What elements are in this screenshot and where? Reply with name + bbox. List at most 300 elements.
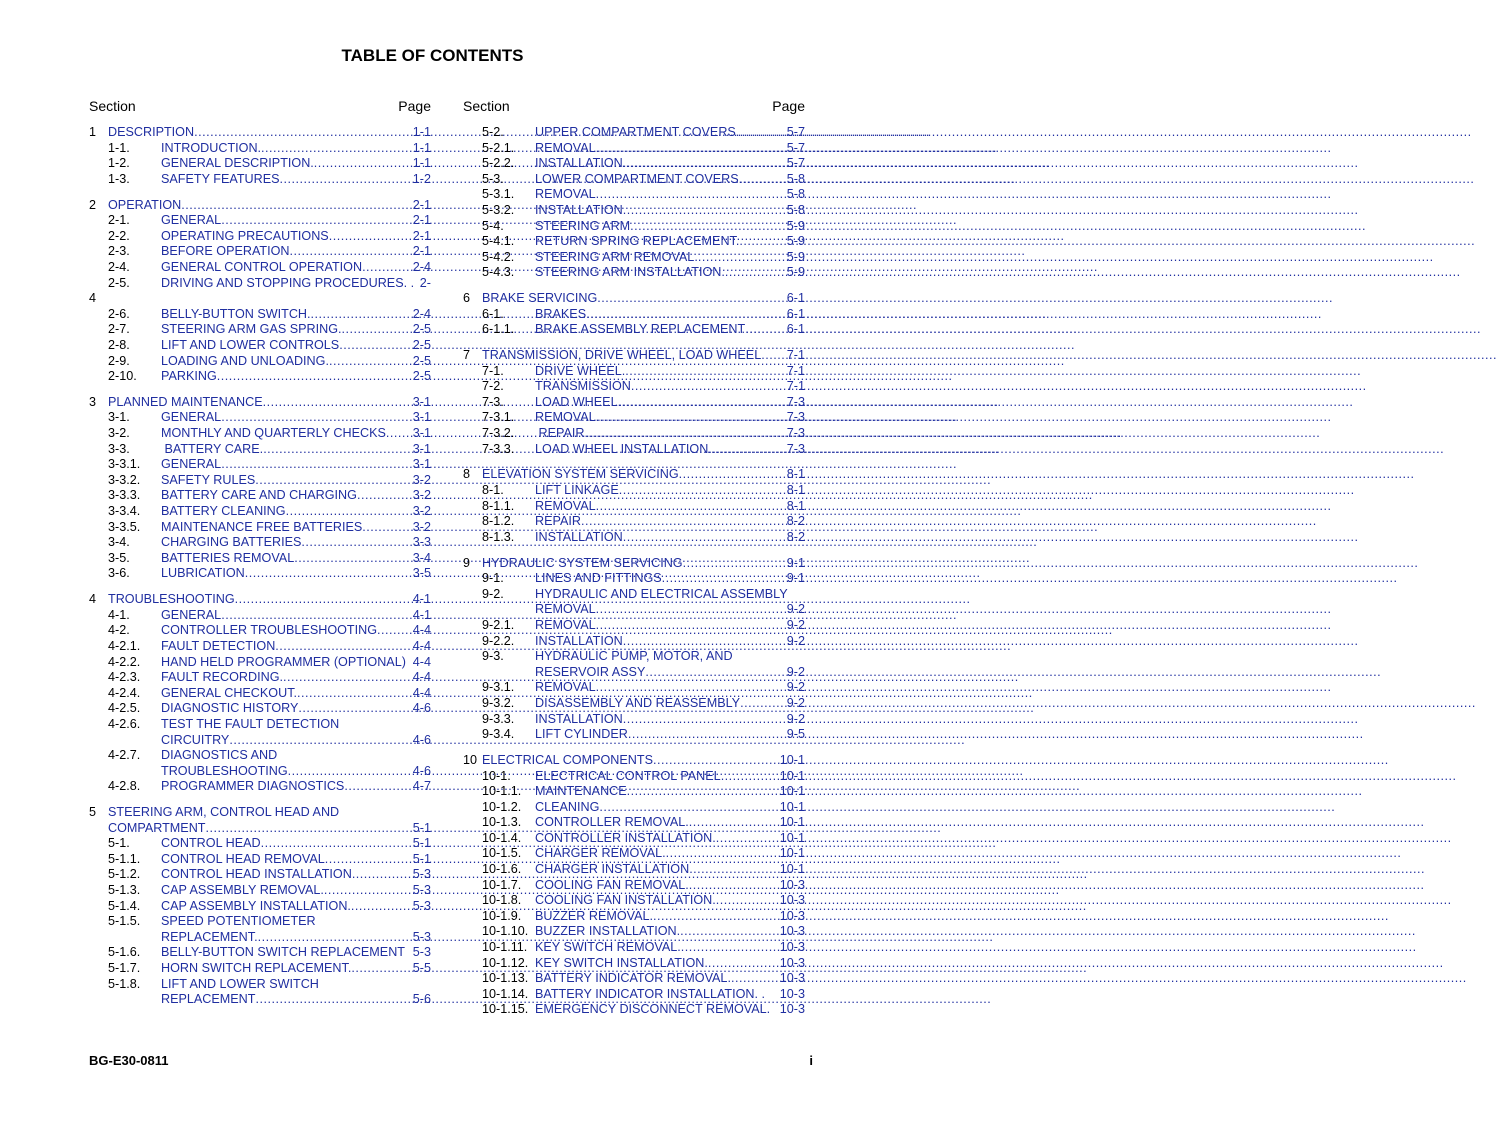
entry-number: 5-1. — [108, 836, 130, 851]
entry-title: CLEANING — [535, 799, 600, 814]
entry-page: 3-1 — [412, 394, 431, 409]
entry-title: TRANSMISSION — [535, 379, 631, 394]
page-heading: Page — [772, 98, 805, 114]
entry-title: ELEVATION SYSTEM SERVICING — [482, 467, 679, 482]
toc-entry[interactable] — [463, 234, 805, 250]
toc-entry[interactable] — [463, 602, 805, 618]
toc-entry[interactable] — [89, 244, 431, 260]
entry-page: 4-6 — [412, 732, 431, 747]
entry-title: BELLY-BUTTON SWITCH. — [161, 306, 311, 321]
dot-leader — [619, 483, 787, 499]
entry-page: 2-5 — [412, 337, 431, 352]
toc-section-entry[interactable] — [89, 821, 431, 837]
entry-title: MAINTENANCE FREE BATTERIES — [161, 519, 363, 534]
toc-entry[interactable] — [463, 862, 805, 878]
entry-number: 7-1. — [482, 363, 504, 378]
entry-page: 2-5 — [412, 322, 431, 337]
entry-number: 3-4. — [108, 535, 130, 550]
dot-leader — [716, 831, 780, 847]
entry-title: REMOVAL — [535, 498, 596, 513]
entry-title: GENERAL — [161, 607, 222, 622]
toc-entry[interactable] — [89, 354, 431, 370]
toc-entry[interactable] — [463, 499, 805, 515]
dot-leader — [581, 514, 787, 530]
toc-section-entry[interactable] — [463, 291, 805, 307]
entry-page: 5-3 — [412, 898, 431, 913]
toc-entry[interactable] — [89, 426, 431, 442]
toc-entry[interactable] — [89, 276, 431, 292]
entry-number: 5-4.3. — [482, 265, 515, 280]
entry-page: 9-2 — [786, 711, 805, 726]
entry-number: 5-1.6. — [108, 945, 141, 960]
toc-entry[interactable] — [89, 961, 431, 977]
toc-entry[interactable] — [463, 727, 805, 743]
toc-section-entry[interactable] — [463, 348, 805, 364]
dot-leader — [596, 602, 787, 618]
entry-title: TRANSMISSION, DRIVE WHEEL, LOAD WHEEL — [482, 348, 762, 363]
entry-number: 5-4. — [482, 218, 504, 233]
entry-page: 9-2 — [786, 617, 805, 632]
toc-entry[interactable] — [89, 764, 431, 780]
entry-page: 4-4 — [412, 654, 431, 669]
entry-title: CAP ASSEMBLY INSTALLATION. — [161, 898, 351, 913]
toc-entry[interactable] — [89, 229, 431, 245]
entry-title: REPLACEMENT — [161, 992, 256, 1007]
toc-entry[interactable] — [463, 696, 805, 712]
toc-entry[interactable] — [463, 364, 805, 380]
entry-page: 1-1 — [412, 156, 431, 171]
entry-page: 10-3 — [779, 955, 805, 970]
dot-leader — [662, 571, 787, 587]
entry-title: INSTALLATION — [535, 156, 623, 171]
entry-page: 10-1 — [779, 768, 805, 783]
entry-number: 4-2.6. — [108, 716, 141, 731]
entry-number: 7 — [463, 348, 471, 363]
dot-leader — [740, 696, 787, 712]
entry-title: LOWER COMPARTMENT COVERS — [535, 171, 739, 186]
toc-entry[interactable] — [463, 712, 805, 728]
entry-title: BATTERY INDICATOR REMOVAL. — [535, 971, 731, 986]
toc-entry[interactable] — [463, 571, 805, 587]
toc-entry[interactable] — [463, 125, 805, 141]
entry-page: 3-2 — [412, 504, 431, 519]
toc-entry[interactable] — [463, 769, 805, 785]
entry-title: OPERATION — [108, 197, 182, 212]
entry-page: 7-3 — [786, 426, 805, 441]
entry-number: 1-1. — [108, 140, 130, 155]
toc-entry[interactable] — [89, 670, 431, 686]
entry-title: INSTALLATION — [535, 529, 623, 544]
entry-page: 6-1 — [786, 291, 805, 306]
entry-page: 5-9 — [786, 234, 805, 249]
toc-entry[interactable] — [89, 172, 431, 188]
dot-leader — [739, 234, 786, 250]
entry-page: 4-1 — [412, 607, 431, 622]
toc-entry[interactable] — [463, 987, 805, 1003]
dot-leader — [721, 769, 780, 785]
toc-entry[interactable] — [89, 733, 431, 749]
toc-entry[interactable] — [463, 426, 805, 442]
entry-number: 10-1.11. — [482, 940, 528, 955]
entry-number: 9-2.2. — [482, 633, 515, 648]
dot-leader — [290, 244, 413, 260]
entry-number: 2-3. — [108, 244, 130, 259]
toc-entry[interactable] — [89, 686, 431, 702]
toc-entry[interactable] — [89, 213, 431, 229]
entry-number: 1-2. — [108, 156, 130, 171]
section-heading: Section — [89, 98, 136, 114]
toc-entry[interactable] — [463, 1002, 805, 1018]
toc-entry[interactable] — [463, 514, 805, 530]
entry-number: 10-1.1. — [482, 784, 522, 799]
entry-title: ELECTRICAL CONTROL PANEL — [535, 768, 721, 783]
toc-entry[interactable] — [89, 457, 431, 473]
entry-title: CONTROLLER TROUBLESHOOTING — [161, 623, 377, 638]
dot-leader — [623, 156, 787, 172]
toc-entry[interactable] — [463, 831, 805, 847]
entry-page: 2-1 — [412, 228, 431, 243]
dot-leader — [761, 348, 787, 364]
entry-number: 2-5. — [108, 275, 130, 290]
toc-entry[interactable] — [89, 141, 431, 157]
dot-leader — [596, 499, 787, 515]
entry-number: 3-5. — [108, 550, 130, 565]
toc-entry[interactable] — [463, 410, 805, 426]
entry-number: 6-1. — [482, 306, 504, 321]
entry-title: REMOVAL — [535, 602, 596, 617]
toc-entry[interactable] — [463, 265, 805, 281]
toc-entry[interactable] — [89, 623, 431, 639]
entry-page: 3-4 — [412, 550, 431, 565]
entry-title: STEERING ARM REMOVAL. — [535, 249, 698, 264]
entry-page: 3-5 — [412, 566, 431, 581]
entry-title: LOAD WHEEL INSTALLATION — [535, 441, 709, 456]
entry-number: 7-3.1. — [482, 410, 515, 425]
entry-title: GENERAL CHECKOUT. — [161, 685, 297, 700]
toc-entry[interactable] — [463, 618, 805, 634]
dot-leader — [666, 846, 780, 862]
toc-entry[interactable] — [89, 504, 431, 520]
entry-title: GENERAL CONTROL OPERATION — [161, 259, 363, 274]
toc-entry[interactable] — [89, 442, 431, 458]
entry-title: LIFT CYLINDER — [535, 727, 628, 742]
dot-leader — [708, 956, 780, 972]
entry-page: 7-3 — [786, 441, 805, 456]
entry-title: HYDRAULIC PUMP, MOTOR, AND — [535, 649, 733, 664]
dot-leader — [731, 971, 780, 987]
section-gap — [463, 338, 805, 348]
entry-page: 7-3 — [786, 394, 805, 409]
toc-section-entry[interactable] — [89, 198, 431, 214]
dot-leader — [217, 369, 413, 385]
toc-entry[interactable] — [463, 530, 805, 546]
entry-page: 10-1 — [779, 799, 805, 814]
toc-column-right — [463, 96, 805, 1018]
entry-number: 5-1.2. — [108, 867, 141, 882]
entry-page: 9-1 — [786, 571, 805, 586]
toc-entry[interactable] — [89, 899, 431, 915]
toc-entry[interactable] — [89, 992, 431, 1008]
section-gap — [89, 385, 431, 395]
entry-number: 8-1.1. — [482, 498, 515, 513]
toc-entry[interactable] — [89, 977, 431, 993]
entry-number: 4 — [89, 592, 97, 607]
entry-page: 10-3 — [779, 893, 805, 908]
entry-number: 10-1.10. — [482, 924, 529, 939]
toc-entry[interactable] — [89, 852, 431, 868]
entry-title: BRAKE ASSEMBLY REPLACEMENT — [535, 322, 746, 337]
entry-number: 10-1.2. — [482, 799, 522, 814]
toc-entry[interactable] — [89, 655, 431, 671]
toc-entry[interactable] — [89, 488, 431, 504]
toc-section-entry[interactable] — [89, 395, 431, 411]
entry-number: 8 — [463, 467, 471, 482]
section-gap — [89, 187, 431, 197]
document-id: BG-E30-0811 — [89, 1053, 169, 1068]
entry-number: 9 — [463, 555, 471, 570]
toc-entry[interactable] — [463, 379, 805, 395]
toc-entry[interactable] — [89, 639, 431, 655]
dot-leader — [229, 733, 412, 749]
entry-page: 5-3 — [412, 867, 431, 882]
entry-page: 3-1 — [412, 441, 431, 456]
entry-number: 4-2.7. — [108, 748, 141, 763]
toc-entry[interactable] — [89, 410, 431, 426]
entry-title: UPPER COMPARTMENT COVERS — [535, 125, 736, 139]
toc-entry[interactable] — [463, 924, 805, 940]
toc-entry[interactable] — [463, 483, 805, 499]
entry-number: 4-2.8. — [108, 779, 141, 794]
toc-entry[interactable] — [463, 800, 805, 816]
entry-title: TEST THE FAULT DETECTION — [161, 716, 340, 731]
dot-leader — [689, 862, 780, 878]
toc-entry[interactable] — [463, 649, 805, 665]
toc-entry[interactable] — [89, 883, 431, 899]
toc-entry[interactable] — [89, 551, 431, 567]
toc-entry[interactable] — [89, 717, 431, 733]
toc-entry[interactable] — [463, 940, 805, 956]
entry-page: 2- — [419, 275, 431, 290]
toc-entry[interactable] — [463, 784, 805, 800]
toc-entry[interactable] — [463, 878, 805, 894]
toc-entry[interactable] — [463, 634, 805, 650]
entry-number: 4 — [89, 291, 97, 306]
entry-title: MONTHLY AND QUARTERLY CHECKS — [161, 426, 386, 441]
entry-title: LINES AND FITTINGS — [535, 571, 662, 586]
entry-page: 6-1 — [786, 322, 805, 337]
dot-leader — [739, 172, 787, 188]
toc-entry[interactable] — [89, 608, 431, 624]
entry-title: CONTROL HEAD INSTALLATION — [161, 867, 352, 882]
entry-title: HYDRAULIC SYSTEM SERVICING — [482, 555, 683, 570]
dot-leader — [294, 551, 413, 567]
dot-leader — [653, 753, 780, 769]
toc-section-entry[interactable] — [463, 753, 805, 769]
entry-page: 5-9 — [786, 265, 805, 280]
toc-entry[interactable] — [463, 203, 805, 219]
dot-leader — [680, 924, 780, 940]
toc-entry[interactable] — [89, 566, 431, 582]
entry-page: 8-1 — [786, 498, 805, 513]
entry-title: STEERING ARM INSTALLATION. — [535, 265, 725, 280]
page-heading: Page — [398, 98, 431, 114]
entry-title: LIFT LINKAGE — [535, 483, 619, 498]
entry-number: 5-1.8. — [108, 976, 141, 991]
entry-title: BATTERY INDICATOR INSTALLATION. . — [535, 986, 765, 1001]
entry-page: 2-5 — [412, 353, 431, 368]
dot-leader — [342, 322, 413, 338]
entry-title: STEERING ARM — [535, 218, 631, 233]
entry-number: 5-2.2. — [482, 156, 515, 171]
section-gap — [463, 457, 805, 467]
dot-leader — [351, 961, 412, 977]
entry-title: BATTERY CLEANING — [161, 504, 286, 519]
toc-entry[interactable] — [89, 930, 431, 946]
entry-number: 3-3.4. — [108, 504, 141, 519]
toc-entry[interactable] — [463, 956, 805, 972]
toc-entry[interactable] — [89, 322, 431, 338]
entry-number: 10-1.14. — [482, 986, 529, 1001]
entry-title: REMOVAL — [535, 617, 596, 632]
toc-continuation[interactable] — [89, 291, 431, 307]
dot-leader — [362, 520, 413, 536]
toc-entry[interactable] — [463, 250, 805, 266]
toc-entry[interactable] — [463, 971, 805, 987]
toc-entry[interactable] — [463, 322, 805, 338]
toc-section-entry[interactable] — [89, 125, 431, 141]
dot-leader — [263, 442, 413, 458]
toc-entry[interactable] — [89, 307, 431, 323]
entry-page: 2-1 — [412, 244, 431, 259]
toc-entry[interactable] — [463, 187, 805, 203]
entry-page: 10-3 — [779, 877, 805, 892]
toc-entry[interactable] — [463, 815, 805, 831]
entry-title: LUBRICATION — [161, 566, 245, 581]
dot-leader — [280, 172, 413, 188]
dot-leader — [596, 410, 787, 426]
toc-entry[interactable] — [463, 141, 805, 157]
entry-title: SAFETY FEATURES — [161, 171, 280, 186]
dot-leader — [339, 338, 413, 354]
entry-page: 10-1 — [779, 862, 805, 877]
entry-number: 10-1.9. — [482, 908, 522, 923]
toc-entry[interactable] — [463, 395, 805, 411]
toc-section-entry[interactable] — [89, 592, 431, 608]
toc-entry[interactable] — [463, 909, 805, 925]
toc-entry[interactable] — [463, 680, 805, 696]
entry-number: 3-3. — [108, 441, 130, 456]
entry-number: 8-1. — [482, 483, 504, 498]
toc-entry[interactable] — [89, 520, 431, 536]
entry-page: 5-8 — [786, 187, 805, 202]
entry-title: REPLACEMENT. — [161, 929, 258, 944]
dot-leader — [586, 307, 787, 323]
entry-title: BUZZER REMOVAL. — [535, 908, 654, 923]
entry-title: CHARGER INSTALLATION — [535, 862, 690, 877]
toc-entry[interactable] — [89, 779, 431, 795]
dot-leader — [261, 141, 413, 157]
toc-entry[interactable] — [463, 587, 805, 603]
toc-entry[interactable] — [463, 156, 805, 172]
toc-entry[interactable] — [89, 535, 431, 551]
toc-entry[interactable] — [463, 665, 805, 681]
entry-title: LIFT AND LOWER CONTROLS — [161, 337, 340, 352]
entry-title: PLANNED MAINTENANCE — [108, 394, 263, 409]
entry-title: DESCRIPTION — [108, 125, 195, 139]
toc-entry[interactable] — [463, 893, 805, 909]
toc-entry[interactable] — [463, 172, 805, 188]
toc-entry[interactable] — [89, 156, 431, 172]
entry-number: 2-10. — [108, 369, 137, 384]
toc-entry[interactable] — [463, 442, 805, 458]
entry-number: 9-3.4. — [482, 727, 515, 742]
toc-section-entry[interactable] — [463, 556, 805, 572]
toc-entry[interactable] — [89, 338, 431, 354]
entry-number: 3-3.1. — [108, 457, 141, 472]
toc-entry[interactable] — [89, 914, 431, 930]
toc-entry[interactable] — [89, 701, 431, 717]
entry-title: CHARGER REMOVAL. — [535, 846, 666, 861]
entry-number: 10-1.13. — [482, 971, 529, 986]
toc-entry[interactable] — [463, 219, 805, 235]
toc-entry[interactable] — [89, 260, 431, 276]
entry-title: MAINTENANCE — [535, 784, 627, 799]
section-gap — [463, 281, 805, 291]
toc-entry[interactable] — [463, 846, 805, 862]
entry-page: 4-1 — [412, 592, 431, 607]
entry-page: 5-7 — [786, 140, 805, 155]
entry-title: TROUBLESHOOTING — [161, 763, 288, 778]
entry-number: 4-2.4. — [108, 685, 141, 700]
toc-section-entry[interactable] — [463, 467, 805, 483]
toc-entry[interactable] — [89, 748, 431, 764]
toc-entry[interactable] — [89, 836, 431, 852]
column-header — [89, 96, 431, 117]
entry-number: 2-1. — [108, 213, 130, 228]
toc-entry[interactable] — [89, 369, 431, 385]
dot-leader — [596, 618, 787, 634]
toc-entry[interactable] — [89, 945, 431, 961]
entry-title: CONTROL HEAD — [161, 836, 261, 851]
entry-page: 5-3 — [412, 883, 431, 898]
entry-title: DRIVING AND STOPPING PROCEDURES. . — [161, 275, 415, 290]
entry-page: 4-6 — [412, 763, 431, 778]
dot-leader — [325, 852, 413, 868]
toc-section-entry[interactable] — [89, 805, 431, 821]
entry-title: DISASSEMBLY AND REASSEMBLY — [535, 695, 741, 710]
entry-page: 9-5 — [786, 727, 805, 742]
dot-leader — [653, 909, 780, 925]
toc-entry[interactable] — [89, 473, 431, 489]
toc-entry[interactable] — [89, 867, 431, 883]
entry-page: 5-1 — [412, 836, 431, 851]
toc-entries-right — [463, 125, 805, 1018]
entry-number: 10-1.4. — [482, 830, 522, 845]
entry-page: 4-4 — [412, 670, 431, 685]
entry-number: 5-1.4. — [108, 898, 141, 913]
entry-title: BRAKES — [535, 306, 587, 321]
entry-title: TROUBLESHOOTING — [108, 592, 235, 607]
entry-number: 4-2.2. — [108, 654, 141, 669]
entry-title: SPEED POTENTIOMETER — [161, 914, 316, 929]
section-gap — [89, 795, 431, 805]
dot-leader — [314, 156, 413, 172]
toc-entry[interactable] — [463, 307, 805, 323]
entry-page: 1-2 — [412, 171, 431, 186]
entry-title: EMERGENCY DISCONNECT REMOVAL. — [535, 1002, 771, 1017]
entry-number: 3 — [89, 394, 97, 409]
entry-title: KEY SWITCH INSTALLATION. — [535, 955, 708, 970]
